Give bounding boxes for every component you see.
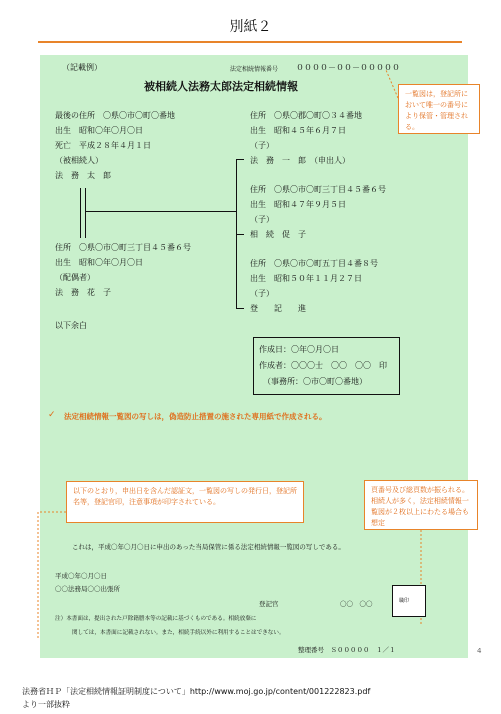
child-3-role: （子） bbox=[250, 289, 274, 298]
child-3-birth: 出生 昭和５０年１１月２７日 bbox=[250, 274, 362, 283]
spouse-role: （配偶者） bbox=[55, 273, 95, 282]
child-2-address: 住所 〇県〇市〇町三丁目４５番６号 bbox=[250, 185, 386, 194]
child-1-address: 住所 〇県〇郡〇町〇３４番地 bbox=[250, 111, 362, 120]
callout-bottom-left-text: 以下のとおり，申出日を含んだ認証文，一覧図の写しの発行日，登記所名等，登記官印，注意事項が印字されている。 bbox=[73, 487, 297, 506]
creator-name: 作成者：〇〇〇士 〇〇 〇〇 印 bbox=[259, 361, 387, 370]
spouse-address: 住所 〇県〇市〇町三丁目４５番６号 bbox=[55, 243, 191, 252]
decedent-birth: 出生 昭和〇年〇月〇日 bbox=[55, 126, 143, 135]
page-number: 4 bbox=[477, 647, 482, 655]
decedent-role: （被相続人） bbox=[55, 156, 103, 165]
registrar-label: 登記官 bbox=[259, 600, 279, 608]
creator-office: （事務所：〇市〇町〇番地） bbox=[263, 377, 367, 386]
example-label: （記載例） bbox=[62, 63, 102, 72]
creator-date: 作成日：〇年〇月〇日 bbox=[259, 345, 339, 354]
official-seal-label: 職印 bbox=[399, 598, 410, 604]
decedent-last-address: 最後の住所 〇県〇市〇町〇番地 bbox=[55, 111, 175, 120]
child-3-name: 登 記 進 bbox=[250, 304, 306, 313]
source-line-1: 法務省ＨＰ「法定相続情報証明制度について」http://www.moj.go.jp/content/001222823.pdf bbox=[22, 687, 371, 696]
child-2-role: （子） bbox=[250, 215, 274, 224]
child-3-address: 住所 〇県〇市〇町五丁目４番８号 bbox=[250, 259, 378, 268]
source-line-2: より一部抜粋 bbox=[22, 700, 70, 709]
leader-top bbox=[386, 70, 398, 98]
notice-text: 法定相続情報一覧図の写しは，偽造防止措置の施された専用紙で作成される。 bbox=[64, 412, 327, 421]
child-1-birth: 出生 昭和４５年６月７日 bbox=[250, 126, 346, 135]
serial-number: 整理番号 Ｓ０００００ １／１ bbox=[298, 646, 396, 654]
spouse-name: 法 務 花 子 bbox=[55, 288, 111, 297]
note-line-2: 関しては，本書面に記載されない。また，相続手続以外に利用することはできない。 bbox=[72, 630, 285, 636]
spouse-birth: 出生 昭和〇年〇月〇日 bbox=[55, 258, 143, 267]
child-2-birth: 出生 昭和４７年９月５日 bbox=[250, 200, 346, 209]
office-name: 〇〇法務局〇〇出張所 bbox=[55, 585, 120, 593]
registrar-name: 〇〇 〇〇 bbox=[340, 600, 373, 608]
child-1-role: （子） bbox=[250, 141, 274, 150]
cert-number-value: ００００－００－０００００ bbox=[296, 63, 400, 72]
page-title: 別紙２ bbox=[229, 19, 272, 35]
note-line-1: 注）本書面は，提出された戸除籍謄本等の記載に基づくものである。相続放棄に bbox=[55, 616, 257, 622]
main-title: 被相続人法務太郎法定相続情報 bbox=[144, 80, 298, 93]
child-1-name: 法 務 一 郎 （申出人） bbox=[250, 156, 350, 165]
issue-date: 平成〇年〇月〇日 bbox=[55, 572, 107, 580]
certification-text: これは，平成〇年〇月〇日に申出のあった当局保管に係る法定相続情報一覧図の写しである。 bbox=[72, 543, 345, 551]
below-blank: 以下余白 bbox=[55, 321, 87, 330]
callout-top-right-text: 一覧図は，登記所において唯一の番号により保管・管理される。 bbox=[405, 90, 468, 131]
cert-number-label: 法定相続情報番号 bbox=[230, 66, 279, 73]
child-2-name: 相 続 促 子 bbox=[250, 230, 306, 239]
callout-bottom-right-text: 頁番号及び総頁数が振られる。相続人が多く，法定相続情報一覧図が２枚以上にわたる場合も想定 bbox=[371, 486, 469, 527]
decedent-name: 法 務 太 郎 bbox=[55, 171, 111, 180]
decedent-death: 死亡 平成２８年４月１日 bbox=[55, 141, 151, 150]
check-icon: ✓ bbox=[48, 410, 56, 420]
